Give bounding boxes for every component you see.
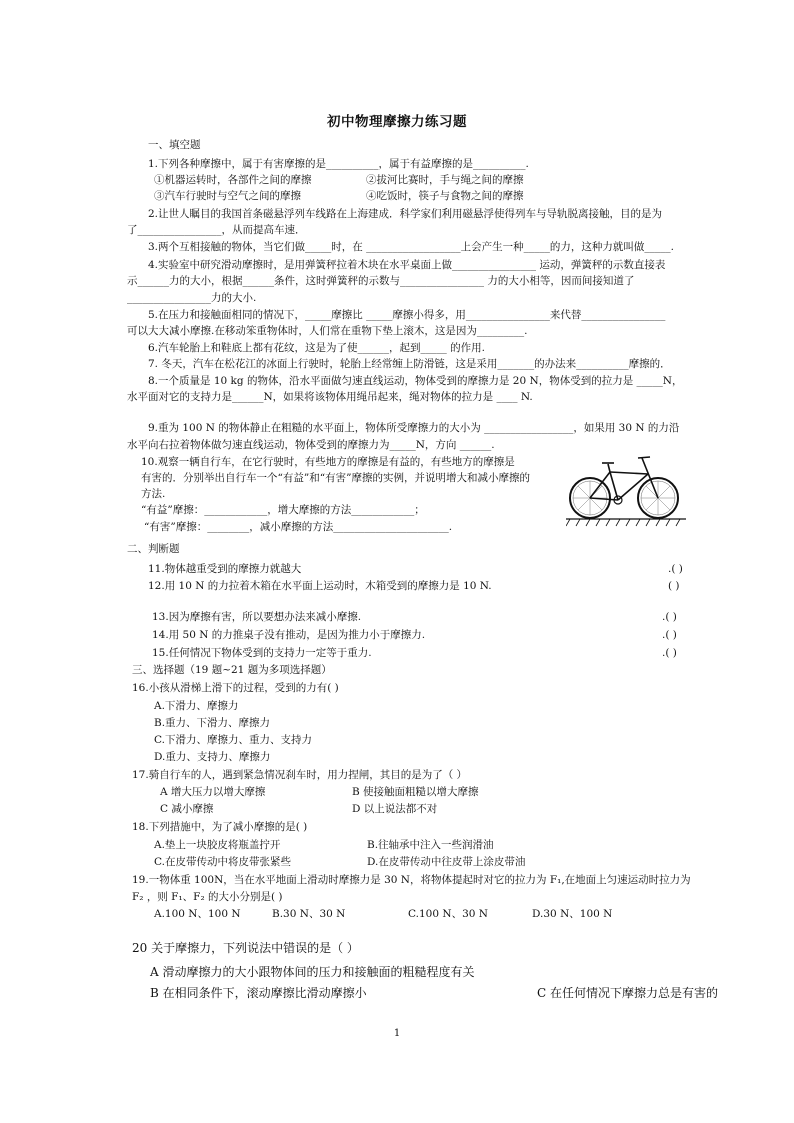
question-10-cont: 有害的．分别举出自行车一个“有益”和“有害”摩擦的实例，并说明增大和减小摩擦的	[141, 472, 530, 484]
q1-option-4: ④吃饭时，筷子与食物之间的摩擦	[366, 190, 524, 202]
question-5-cont: 可以大大减小摩擦.在移动笨重物体时，人们常在重物下垫上滚木，这是因为_________.	[127, 325, 528, 337]
question-7: 7. 冬天，汽车在松花江的冰面上行驶时，轮胎上经常缠上防滑链，这是采用_______的办法来__________摩擦的．	[148, 358, 671, 370]
q11-answer-blank[interactable]: .( )	[668, 563, 683, 575]
bicycle-illustration	[566, 450, 686, 528]
q14-answer-blank[interactable]: .( )	[662, 629, 677, 641]
question-5: 5.在压力和接触面相同的情况下，_____摩擦比 _____摩擦小得多，用________________来代替________________	[148, 309, 666, 321]
q17-option-d[interactable]: D 以上说法都不对	[352, 803, 438, 815]
question-9: 9.重为 100 N 的物体静止在粗糙的水平面上，物体所受摩擦力的大小为 _________________，如果用 30 N 的力沿	[148, 422, 680, 434]
question-17: 17.骑自行车的人，遇到紧急情况刹车时，用力捏闸，其目的是为了（ ）	[132, 769, 468, 781]
section-choice-heading: 三、选择题（19 题~21 题为多项选择题）	[132, 664, 332, 676]
q18-option-d[interactable]: D.在皮带传动中往皮带上涂皮带油	[367, 856, 526, 868]
question-18: 18.下列措施中，为了减小摩擦的是( )	[132, 821, 308, 833]
question-4-cont2: ________________力的大小.	[127, 292, 257, 304]
q19-option-d[interactable]: D.30 N、100 N	[532, 908, 613, 920]
q18-option-c[interactable]: C.在皮带传动中将皮带张紧些	[154, 856, 291, 868]
question-4-cont: 示______力的大小，根据______条件，这时弹簧秤的示数与________________ 力的大小相等，因而间接知道了	[127, 275, 635, 287]
q10-beneficial: “有益”摩擦：____________，增大摩擦的方法____________；	[141, 504, 425, 516]
section-fill-heading: 一、填空题	[148, 139, 201, 151]
q1-option-3: ③汽车行驶时与空气之间的摩擦	[154, 190, 301, 202]
q20-option-c[interactable]: C 在任何情况下摩擦力总是有害的	[537, 986, 718, 1000]
q19-option-a[interactable]: A.100 N、100 N	[154, 908, 241, 920]
section-judge-heading: 二、判断题	[127, 543, 180, 555]
question-3: 3.两个互相接触的物体，当它们做_____时，在 __________________上会产生一种_____的力，这种力就叫做_____.	[148, 241, 674, 253]
q16-option-b[interactable]: B.重力、下滑力、摩擦力	[154, 717, 271, 729]
question-16: 16.小孩从滑梯上滑下的过程，受到的力有( )	[132, 682, 339, 694]
q15-answer-blank[interactable]: .( )	[662, 647, 677, 659]
question-2: 2.让世人瞩目的我国首条磁悬浮列车线路在上海建成．科学家们利用磁悬浮使得列车与导轨脱离接触，目的是为	[148, 208, 663, 220]
page-title: 初中物理摩擦力练习题	[327, 114, 467, 130]
q13-answer-blank[interactable]: .( )	[662, 611, 677, 623]
question-6: 6.汽车轮胎上和鞋底上都有花纹，这是为了使______，起到_____ 的作用.	[148, 342, 485, 354]
q20-option-b[interactable]: B 在相同条件下，滚动摩擦比滑动摩擦小	[150, 986, 367, 1000]
q16-option-d[interactable]: D.重力、支持力、摩擦力	[154, 751, 271, 763]
question-8-cont: 水平面对它的支持力是______N，如果将该物体用绳吊起来，绳对物体的拉力是 ____ N.	[127, 391, 533, 403]
q17-option-a[interactable]: A 增大压力以增大摩擦	[160, 786, 266, 798]
q19-option-b[interactable]: B.30 N、30 N	[272, 908, 346, 920]
question-15: 15.任何情况下物体受到的支持力一定等于重力.	[152, 647, 372, 659]
question-12: 12.用 10 N 的力拉着木箱在水平面上运动时，木箱受到的摩擦力是 10 N.	[148, 580, 492, 592]
question-20: 20 关于摩擦力，下列说法中错误的是（ ）	[132, 941, 359, 955]
question-10: 10.观察一辆自行车，在它行驶时，有些地方的摩擦是有益的，有些地方的摩擦是	[141, 456, 515, 468]
q17-option-c[interactable]: C 减小摩擦	[160, 803, 214, 815]
q10-harmful: “有害”摩擦：________，减小摩擦的方法______________________.	[144, 521, 453, 533]
question-8: 8.一个质量是 10 kg 的物体，沿水平面做匀速直线运动，物体受到的摩擦力是 20 N，物体受到的拉力是 _____N，	[148, 375, 683, 387]
q19-option-c[interactable]: C.100 N、30 N	[408, 908, 488, 920]
q1-option-2: ②拔河比赛时，手与绳之间的摩擦	[366, 174, 524, 186]
question-9-cont: 水平向右拉着物体做匀速直线运动，物体受到的摩擦力为_____N，方向 ______.	[127, 439, 495, 451]
page-number: 1	[393, 1028, 401, 1039]
q12-answer-blank[interactable]: ( )	[668, 580, 680, 592]
q1-option-1: ①机器运转时，各部件之间的摩擦	[154, 174, 312, 186]
q18-option-b[interactable]: B.往轴承中注入一些润滑油	[367, 839, 494, 851]
q16-option-c[interactable]: C.下滑力、摩擦力、重力、支持力	[154, 734, 312, 746]
question-19: 19.一物体重 100N，当在水平地面上滑动时摩擦力是 30 N，将物体提起时对它的拉力为 F₁,在地面上匀速运动时拉力为	[132, 874, 691, 886]
q17-option-b[interactable]: B 使接触面粗糙以增大摩擦	[352, 786, 479, 798]
question-11: 11.物体越重受到的摩擦力就越大	[148, 563, 302, 575]
q20-option-a[interactable]: A 滑动摩擦力的大小跟物体间的压力和接触面的粗糙程度有关	[150, 965, 475, 979]
question-19-cont: F₂ ，则 F₁、F₂ 的大小分别是( )	[132, 891, 283, 903]
question-14: 14.用 50 N 的力推桌子没有推动，是因为推力小于摩擦力.	[152, 629, 426, 641]
question-1: 1.下列各种摩擦中，属于有害摩擦的是__________，属于有益摩擦的是__________.	[148, 158, 529, 170]
q16-option-a[interactable]: A.下滑力、摩擦力	[154, 700, 239, 712]
q18-option-a[interactable]: A.垫上一块胶皮将瓶盖拧开	[154, 839, 281, 851]
question-4: 4.实验室中研究滑动摩擦时，是用弹簧秤拉着木块在水平桌面上做________________ 运动，弹簧秤的示数直接表	[148, 259, 666, 271]
question-10-cont2: 方法.	[141, 488, 166, 500]
question-2-cont: 了________________，从而提高车速．	[127, 224, 306, 236]
question-13: 13.因为摩擦有害，所以要想办法来减小摩擦.	[152, 611, 362, 623]
